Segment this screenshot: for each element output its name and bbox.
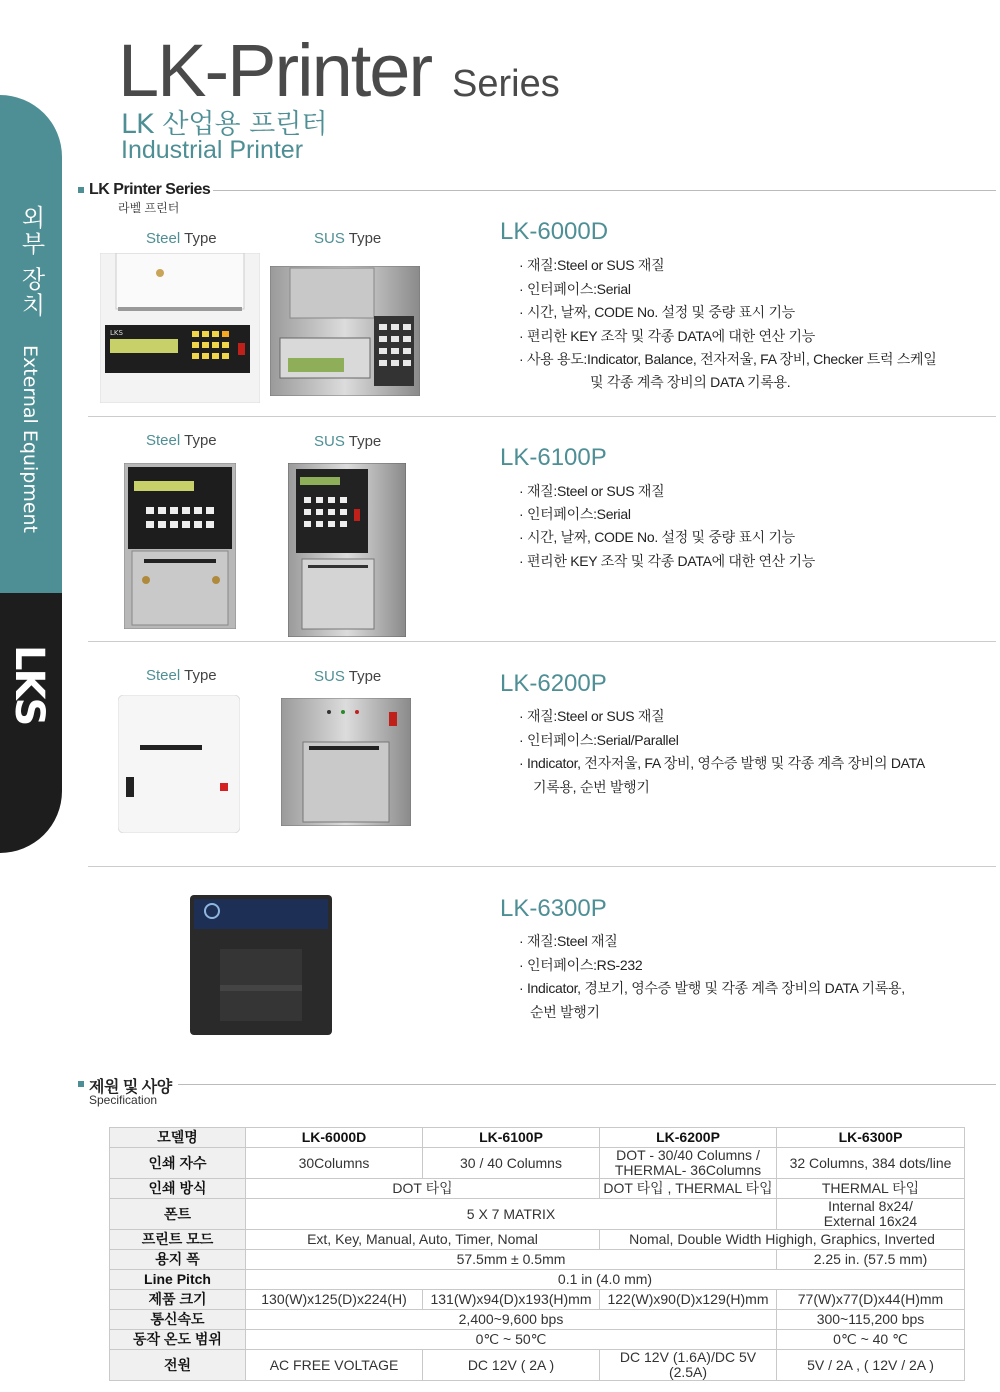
spec-line: · 재질:Steel or SUS 재질: [519, 483, 665, 499]
row-divider: [88, 866, 996, 867]
page-title-series: Series: [452, 63, 560, 105]
row-label: 용지 폭: [110, 1250, 246, 1270]
model-title: LK-6200P: [500, 670, 607, 697]
side-logo: LKS: [6, 645, 52, 725]
spec-table: [109, 1127, 965, 1381]
section-divider: [213, 190, 996, 191]
table-cell: 77(W)x77(D)x44(H)mm: [777, 1290, 965, 1310]
spec-line: · 편리한 KEY 조작 및 각종 DATA에 대한 연산 기능: [519, 553, 815, 569]
table-row: [110, 1148, 965, 1179]
header-cell: LK-6300P: [777, 1128, 965, 1148]
table-cell: Ext, Key, Manual, Auto, Timer, Nomal: [246, 1230, 600, 1250]
side-label-ko: 외부 장치: [17, 205, 45, 319]
section-subtitle: Specification: [89, 1093, 158, 1107]
row-divider: [88, 641, 996, 642]
row-label: 폰트: [110, 1199, 246, 1230]
spec-line: 기록용, 순번 발행기: [533, 779, 650, 795]
table-cell: 130(W)x125(D)x224(H): [246, 1290, 423, 1310]
section-title: LK Printer Series: [89, 181, 211, 198]
table-cell: DC 12V (1.6A)/DC 5V (2.5A): [600, 1350, 777, 1381]
table-cell: 300~115,200 bps: [777, 1310, 965, 1330]
model-title: LK-6000D: [500, 218, 609, 245]
table-cell: 5V / 2A , ( 12V / 2A ): [777, 1350, 965, 1381]
sus-type-label: SUS Type: [314, 433, 382, 450]
steel-type-label: Steel Type: [146, 667, 217, 684]
lk6100p-sus-image: [288, 463, 406, 637]
steel-type-label: Steel Type: [146, 432, 217, 449]
table-cell: 0.1 in (4.0 mm): [246, 1270, 965, 1290]
spec-line: · 인터페이스:RS-232: [519, 957, 643, 973]
steel-type-label: Steel Type: [146, 230, 217, 247]
table-cell: 30Columns: [246, 1148, 423, 1179]
table-row: [110, 1310, 965, 1330]
page-title: LK-Printer: [118, 29, 432, 112]
row-divider: [88, 416, 996, 417]
table-cell: 0℃ ~ 50℃: [246, 1330, 777, 1350]
section-bullet: [78, 187, 84, 193]
section-bullet: [78, 1081, 84, 1087]
spec-line: · Indicator, 경보기, 영수증 발행 및 각종 계측 장비의 DATA 기록용,: [519, 980, 905, 996]
table-cell: THERMAL 타입: [777, 1179, 965, 1199]
table-row: [110, 1230, 965, 1250]
header-cell: 모델명: [110, 1128, 246, 1148]
spec-line: · 사용 용도:Indicator, Balance, 전자저울, FA 장비, Checker 트럭 스케일: [519, 351, 937, 367]
spec-line: · 재질:Steel or SUS 재질: [519, 257, 665, 273]
lk6100p-steel-image: [124, 463, 236, 629]
table-row: [110, 1330, 965, 1350]
row-label: 동작 온도 범위: [110, 1330, 246, 1350]
table-row: [110, 1250, 965, 1270]
spec-line: · 시간, 날짜, CODE No. 설정 및 중량 표시 기능: [519, 529, 795, 545]
sus-type-label: SUS Type: [314, 230, 382, 247]
spec-line: · 인터페이스:Serial/Parallel: [519, 732, 679, 748]
side-label-en: External Equipment: [19, 345, 41, 534]
table-row: [110, 1179, 965, 1199]
sus-type-label: SUS Type: [314, 668, 382, 685]
spec-line: 순번 발행기: [530, 1004, 600, 1020]
lk6200p-sus-image: [281, 698, 411, 826]
lk6300p-image: [190, 895, 332, 1035]
table-cell: 2.25 in. (57.5 mm): [777, 1250, 965, 1270]
lk6000d-steel-image: [100, 253, 260, 403]
table-cell: 32 Columns, 384 dots/line: [777, 1148, 965, 1179]
spec-line: · Indicator, 전자저울, FA 장비, 영수증 발행 및 각종 계측 장비의 DATA: [519, 755, 925, 771]
row-label: 통신속도: [110, 1310, 246, 1330]
table-cell: Internal 8x24/ External 16x24: [777, 1199, 965, 1230]
row-label: Line Pitch: [110, 1270, 246, 1290]
page-subtitle-ko: LK 산업용 프린터: [121, 109, 328, 140]
table-cell: DC 12V ( 2A ): [423, 1350, 600, 1381]
table-cell: AC FREE VOLTAGE: [246, 1350, 423, 1381]
table-cell: DOT 타입 , THERMAL 타입: [600, 1179, 777, 1199]
section-title: 제원 및 사양: [89, 1079, 172, 1096]
table-header-row: [110, 1128, 965, 1148]
table-cell: 5 X 7 MATRIX: [246, 1199, 777, 1230]
table-row: [110, 1270, 965, 1290]
lk6000d-sus-image: [270, 266, 420, 396]
row-label: 인쇄 자수: [110, 1148, 246, 1179]
table-row: [110, 1199, 965, 1230]
spec-line: · 재질:Steel or SUS 재질: [519, 708, 665, 724]
section-subtitle: 라벨 프린터: [118, 201, 180, 215]
spec-line: 및 각종 계측 장비의 DATA 기록용.: [590, 374, 791, 390]
table-cell: Nomal, Double Width Highigh, Graphics, Inverted: [600, 1230, 965, 1250]
spec-line: · 인터페이스:Serial: [519, 506, 631, 522]
section-divider: [178, 1084, 996, 1085]
row-label: 프린트 모드: [110, 1230, 246, 1250]
row-label: 인쇄 방식: [110, 1179, 246, 1199]
header-cell: LK-6200P: [600, 1128, 777, 1148]
row-label: 제품 크기: [110, 1290, 246, 1310]
spec-line: · 재질:Steel 재질: [519, 933, 618, 949]
spec-line: · 인터페이스:Serial: [519, 281, 631, 297]
spec-line: · 편리한 KEY 조작 및 각종 DATA에 대한 연산 기능: [519, 328, 815, 344]
table-cell: 0℃ ~ 40 ℃: [777, 1330, 965, 1350]
table-cell: 2,400~9,600 bps: [246, 1310, 777, 1330]
table-cell: DOT - 30/40 Columns / THERMAL- 36Columns: [600, 1148, 777, 1179]
device-brand-text: LKS: [110, 329, 123, 337]
header-cell: LK-6000D: [246, 1128, 423, 1148]
table-row: [110, 1290, 965, 1310]
lk6200p-steel-image: [118, 695, 240, 833]
model-title: LK-6100P: [500, 444, 607, 471]
table-cell: 131(W)x94(D)x193(H)mm: [423, 1290, 600, 1310]
table-cell: 30 / 40 Columns: [423, 1148, 600, 1179]
table-row: [110, 1350, 965, 1381]
model-title: LK-6300P: [500, 895, 607, 922]
table-cell: DOT 타입: [246, 1179, 600, 1199]
table-cell: 57.5mm ± 0.5mm: [246, 1250, 777, 1270]
row-label: 전원: [110, 1350, 246, 1381]
spec-line: · 시간, 날짜, CODE No. 설정 및 중량 표시 기능: [519, 304, 795, 320]
page-subtitle-en: Industrial Printer: [121, 136, 304, 164]
table-cell: 122(W)x90(D)x129(H)mm: [600, 1290, 777, 1310]
header-cell: LK-6100P: [423, 1128, 600, 1148]
